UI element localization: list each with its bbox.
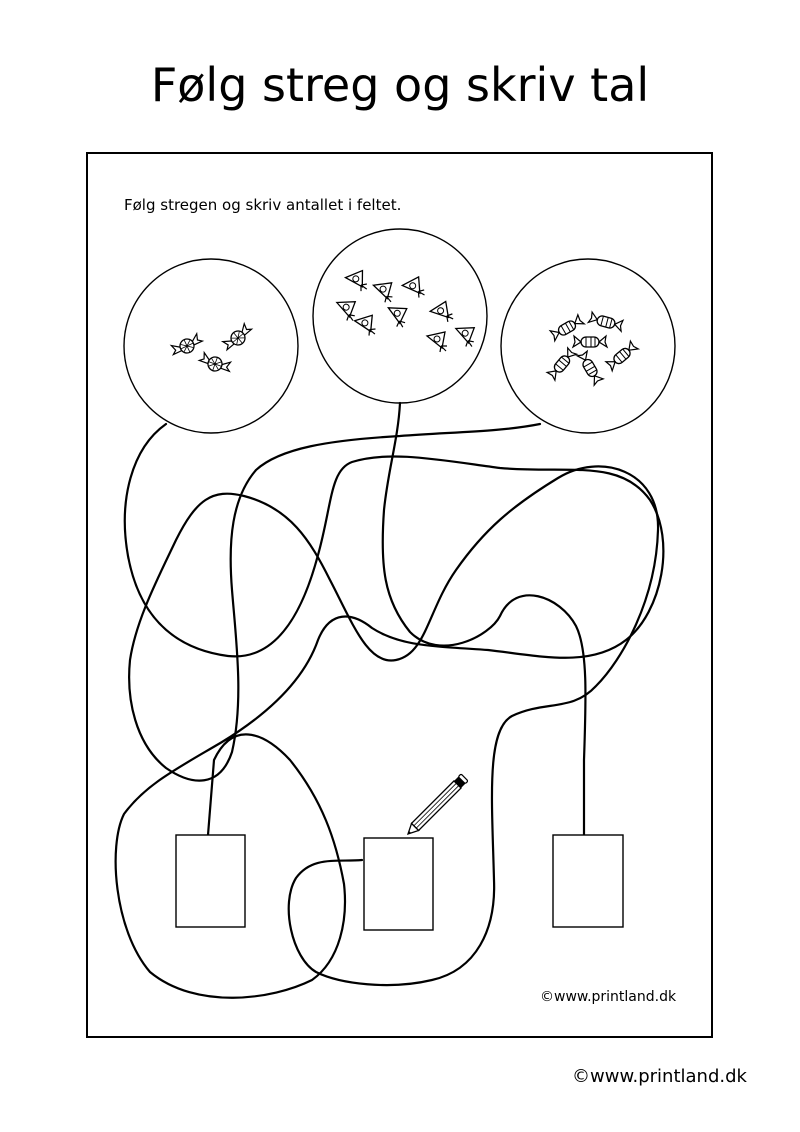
pencil-icon bbox=[404, 774, 468, 838]
inner-copyright: ©www.printland.dk bbox=[540, 989, 677, 1005]
footer-copyright: ©www.printland.dk bbox=[572, 1066, 747, 1087]
circle-wrapped-candies bbox=[124, 259, 298, 433]
answer-box-3[interactable] bbox=[553, 835, 623, 927]
answer-box-1[interactable] bbox=[176, 835, 245, 927]
page-title: Følg streg og skriv tal bbox=[150, 58, 650, 112]
answer-box-2[interactable] bbox=[364, 838, 433, 930]
instruction-text: Følg stregen og skriv antallet i feltet. bbox=[124, 196, 402, 214]
maze-line-b bbox=[383, 403, 586, 835]
